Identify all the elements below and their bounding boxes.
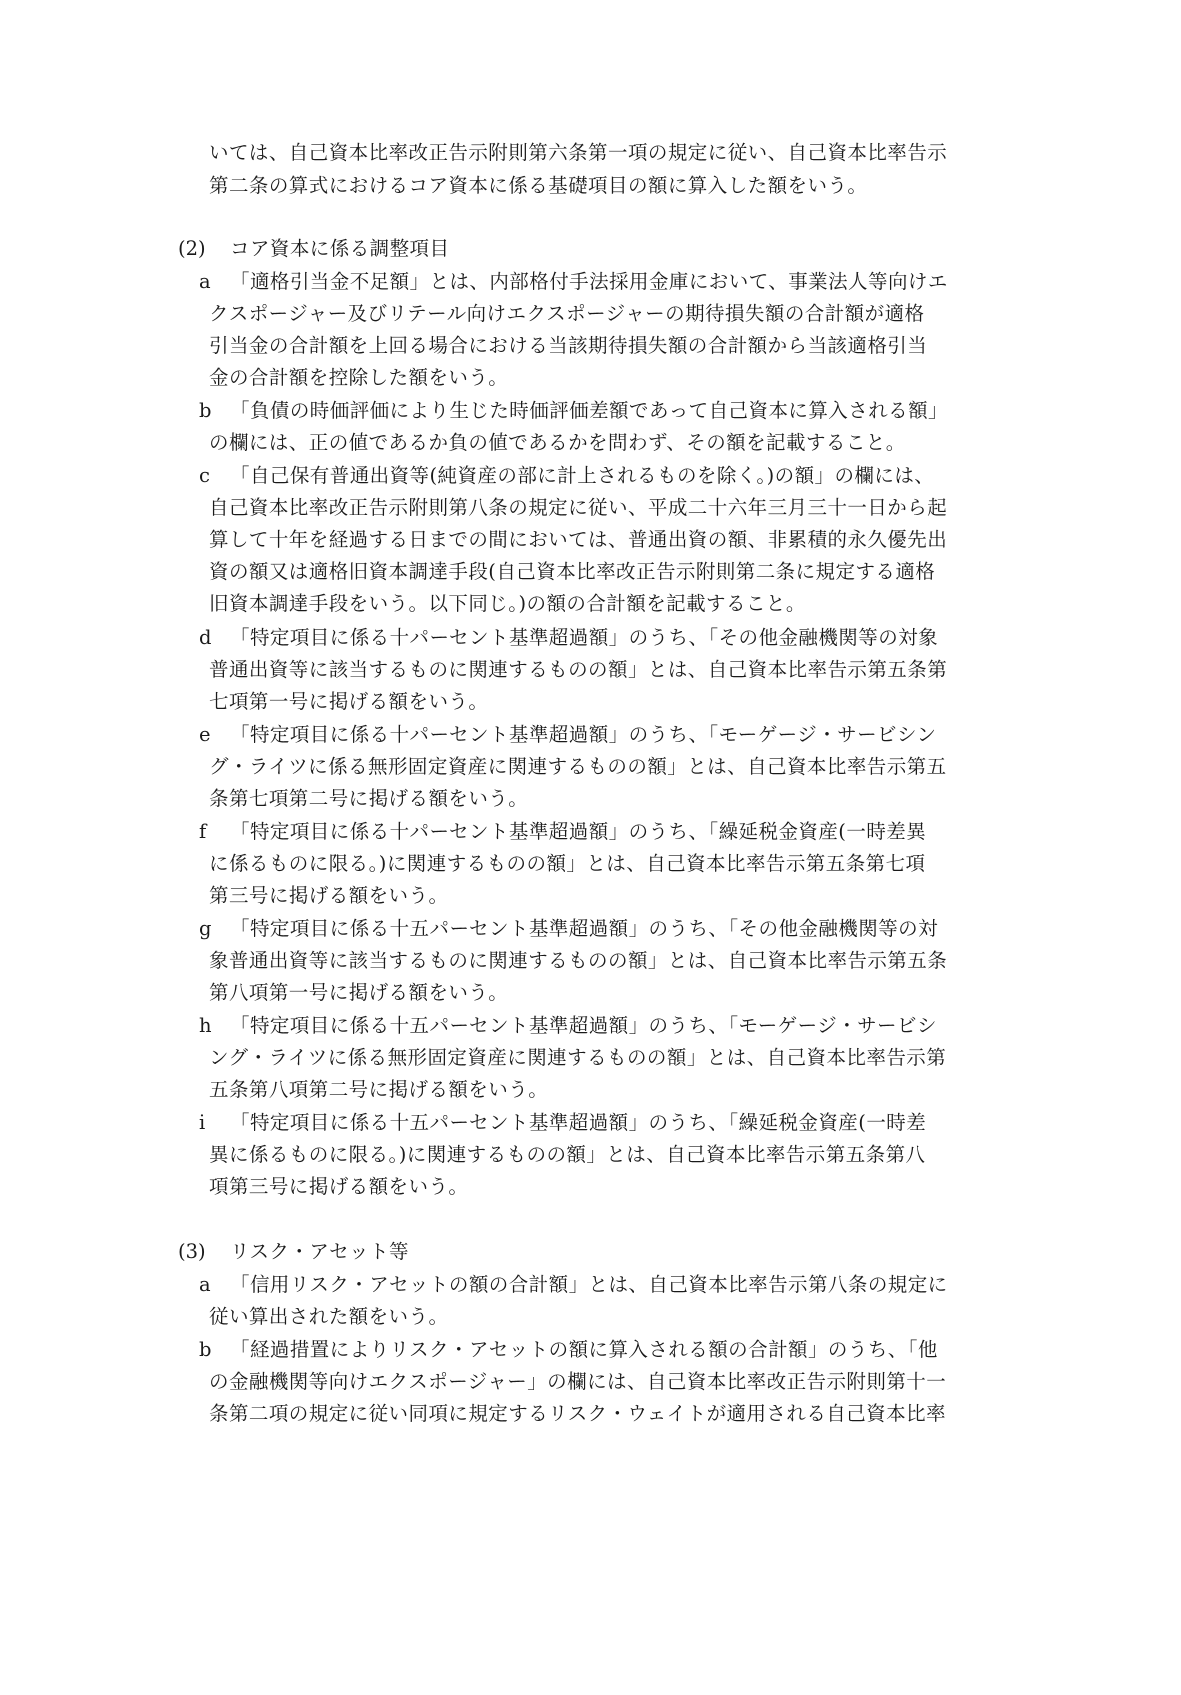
item-line: 条第七項第二号に掲げる額をいう。 — [209, 787, 529, 810]
item-marker: c — [199, 464, 210, 487]
item-line: 資の額又は適格旧資本調達手段(自己資本比率改正告示附則第二条に規定する適格 — [209, 560, 936, 583]
item-marker: a — [199, 270, 211, 293]
item-line: に係るものに限る。)に関連するものの額」とは、自己資本比率告示第五条第七項 — [209, 852, 926, 875]
item-line: 第八項第一号に掲げる額をいう。 — [209, 981, 509, 1004]
item-line: 「特定項目に係る十五パーセント基準超過額」のうち、「繰延税金資産(一時差 — [230, 1111, 927, 1134]
item-line: 七項第一号に掲げる額をいう。 — [209, 690, 489, 713]
intro-line: いては、自己資本比率改正告示附則第六条第一項の規定に従い、自己資本比率告示 — [209, 141, 948, 164]
item-line: グ・ライツに係る無形固定資産に関連するものの額」とは、自己資本比率告示第五 — [209, 755, 947, 778]
item-marker: i — [199, 1111, 206, 1134]
item-marker: f — [199, 820, 207, 843]
item-line: 「負債の時価評価により生じた時価評価差額であって自己資本に算入される額」 — [230, 399, 949, 422]
item-line: 象普通出資等に該当するものに関連するものの額」とは、自己資本比率告示第五条 — [209, 949, 948, 972]
item-line: 「適格引当金不足額」とは、内部格付手法採用金庫において、事業法人等向けエ — [230, 270, 948, 293]
section-heading: リスク・アセット等 — [230, 1240, 409, 1263]
item-line: クスポージャー及びリテール向けエクスポージャーの期待損失額の合計額が適格 — [209, 302, 925, 325]
item-line: 五条第八項第二号に掲げる額をいう。 — [209, 1078, 549, 1101]
item-line: 引当金の合計額を上回る場合における当該期待損失額の合計額から当該適格引当 — [209, 334, 928, 357]
item-line: 第三号に掲げる額をいう。 — [209, 884, 449, 907]
item-line: 「特定項目に係る十パーセント基準超過額」のうち、「モーゲージ・サービシン — [230, 723, 937, 746]
item-line: 「特定項目に係る十パーセント基準超過額」のうち、「その他金融機関等の対象 — [230, 626, 939, 649]
item-line: 項第三号に掲げる額をいう。 — [209, 1175, 469, 1198]
item-marker: e — [199, 723, 211, 746]
item-line: 従い算出された額をいう。 — [209, 1305, 449, 1328]
item-line: の欄には、正の値であるか負の値であるかを問わず、その額を記載すること。 — [209, 431, 906, 454]
item-line: 算して十年を経過する日までの間においては、普通出資の額、非累積的永久優先出 — [209, 528, 948, 551]
item-line: 旧資本調達手段をいう。以下同じ。)の額の合計額を記載すること。 — [209, 592, 806, 615]
item-line: 「特定項目に係る十パーセント基準超過額」のうち、「繰延税金資産(一時差異 — [230, 820, 927, 843]
item-marker: b — [199, 399, 212, 422]
item-line: 「自己保有普通出資等(純資産の部に計上されるものを除く。)の額」の欄には、 — [230, 464, 935, 487]
item-line: 自己資本比率改正告示附則第八条の規定に従い、平成二十六年三月三十一日から起 — [209, 496, 948, 519]
section-heading: コア資本に係る調整項目 — [230, 237, 450, 260]
item-marker: g — [199, 917, 212, 940]
item-marker: d — [199, 626, 212, 649]
item-line: 「特定項目に係る十五パーセント基準超過額」のうち、「その他金融機関等の対 — [230, 917, 939, 940]
item-line: 「特定項目に係る十五パーセント基準超過額」のうち、「モーゲージ・サービシ — [230, 1014, 937, 1037]
item-line: 「経過措置によりリスク・アセットの額に算入される額の合計額」のうち、「他 — [230, 1338, 938, 1361]
item-marker: a — [199, 1273, 211, 1296]
item-line: 金の合計額を控除した額をいう。 — [209, 366, 509, 389]
intro-line: 第二条の算式におけるコア資本に係る基礎項目の額に算入した額をいう。 — [209, 174, 868, 197]
section-number: (3) — [178, 1240, 206, 1263]
item-line: 異に係るものに限る。)に関連するものの額」とは、自己資本比率告示第五条第八 — [209, 1143, 926, 1166]
item-marker: b — [199, 1338, 212, 1361]
item-line: ング・ライツに係る無形固定資産に関連するものの額」とは、自己資本比率告示第 — [209, 1046, 947, 1069]
item-line: 「信用リスク・アセットの額の合計額」とは、自己資本比率告示第八条の規定に — [230, 1273, 948, 1296]
section-number: (2) — [178, 237, 206, 260]
item-line: 普通出資等に該当するものに関連するものの額」とは、自己資本比率告示第五条第 — [209, 658, 948, 681]
item-marker: h — [199, 1014, 212, 1037]
item-line: 条第二項の規定に従い同項に規定するリスク・ウェイトが適用される自己資本比率 — [209, 1402, 946, 1425]
item-line: の金融機関等向けエクスポージャー」の欄には、自己資本比率改正告示附則第十一 — [209, 1370, 947, 1393]
